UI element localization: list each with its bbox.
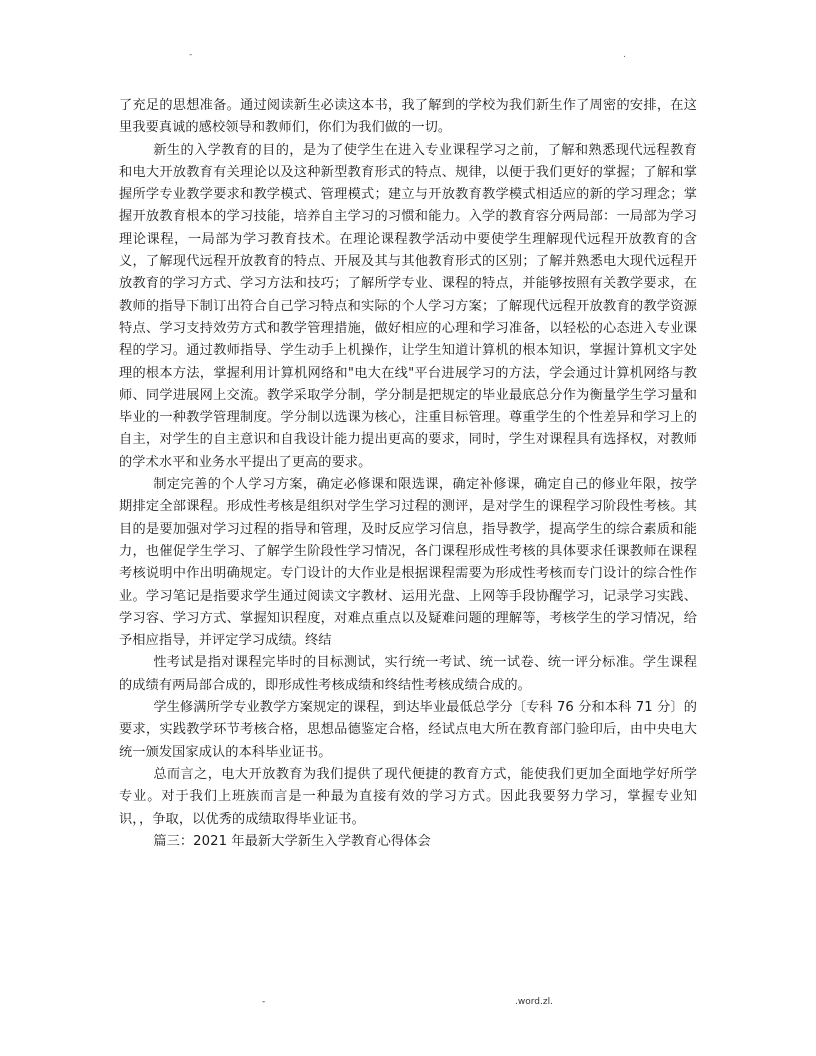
paragraph-study-plan: 制定完善的个人学习方案，确定必修课和限选课，确定补修课，确定自己的修业年限，按学期排定全部课程。形成性考核是组织对学生学习过程的测评，是对学生的课程学习阶段性考核。其目的是要加强对学习过程的指导和管理，及时反应学习信息，指导教学，提高学生的综合素质和能力，也催促学生学习、了解学生阶段性学习情况，各门课程形成性考核的具体要求任课教师在课程考核说明中作出明确规定。专门设计的大作业是根据课程需要为形成性考核而专门设计的综合性作业。学习笔记是指要求学生通过阅读文字教材、运用光盘、上网等手段协醒学习，记录学习实践、学习容、学习方式、掌握知识程度，对难点重点以及疑难问题的理解等，考核学生的学习情况，给予相应指导，并评定学习成绩。终结 xyxy=(119,477,697,649)
paragraph-conclusion: 总而言之，电大开放教育为我们提供了现代便捷的教育方式，能使我们更加全面地学好所学专业。对于我们上班族而言是一种最为直接有效的学习方式。因此我要努力学习，掌握专业知识，，争取，以优秀的成绩取得毕业证书。 xyxy=(119,766,697,827)
section-heading: 篇三：2021 年最新大学新生入学教育心得体会 xyxy=(153,833,431,849)
footer-left-mark: - xyxy=(262,997,266,1007)
footer-right-mark: .word.zl. xyxy=(515,997,553,1007)
header-right-mark: . xyxy=(623,50,626,60)
paragraph-graduation: 学生修满所学专业教学方案规定的课程，到达毕业最低总学分〔专科 76 分和本科 71 分〕的要求，实践教学环节考核合格，思想品德鉴定合格，经试点电大所在教育部门验印后，由中央电大统一颁发国家成认的本科毕业证书。 xyxy=(119,700,697,760)
document-body xyxy=(119,95,697,853)
paragraph-continuation: 了充足的思想准备。通过阅读新生必读这本书，我了解到的学校为我们新生作了周密的安排，在这里我要真诚的感校领导和教师们，你们为我们做的一切。 xyxy=(119,98,697,136)
paragraph-entrance-education-purpose: 新生的入学教育的目的，是为了使学生在进入专业课程学习之前，了解和熟悉现代远程教育和电大开放教育有关理论以及这种新型教育形式的特点、规律，以便于我们更好的掌握；了解和掌握所学专业教学要求和教学模式、管理模式；建立与开放教育教学模式相适应的新的学习理念；掌握开放教育根本的学习技能，培养自主学习的习惯和能力。入学的教育容分两局部：一局部为学习理论课程，一局部为学习教育技术。在理论课程教学活动中要使学生理解现代远程开放教育的含义，了解现代远程开放教育的特点、开展及其与其他教育形式的区别；了解并熟悉电大现代远程开放教育的学习方式、学习方法和技巧；了解所学专业、课程的特点，并能够按照有关教学要求，在教师的指导下制订出符合自己学习特点和实际的个人学习方案；了解现代远程开放教育的教学资源特点、学习支持效劳方式和教学管理措施，做好相应的心理和学习准备，以轻松的心态进入专业课程的学习。通过教师指导、学生动手上机操作，让学生知道计算机的根本知识，掌握计算机文字处理的根本方法，掌握利用计算机网络和"电大在线"平台进展学习的方法，学会通过计算机网络与教师、同学进展网上交流。教学采取学分制，学分制是把规定的毕业最底总分作为衡量学生学习量和毕业的一种教学管理制度。学分制以选课为核心，注重目标管理。尊重学生的个性差异和学习上的自主，对学生的自主意识和自我设计能力提出更高的要求，同时，学生对课程具有选择权，对教师的学术水平和业务水平提出了更高的要求。 xyxy=(119,142,697,470)
paragraph-final-exam: 性考试是指对课程完毕时的目标测试，实行统一考试、统一试卷、统一评分标准。学生课程的成绩有两局部合成的，即形成性考核成绩和终结性考核成绩合成的。 xyxy=(119,655,697,693)
header-left-mark: - xyxy=(189,50,193,60)
